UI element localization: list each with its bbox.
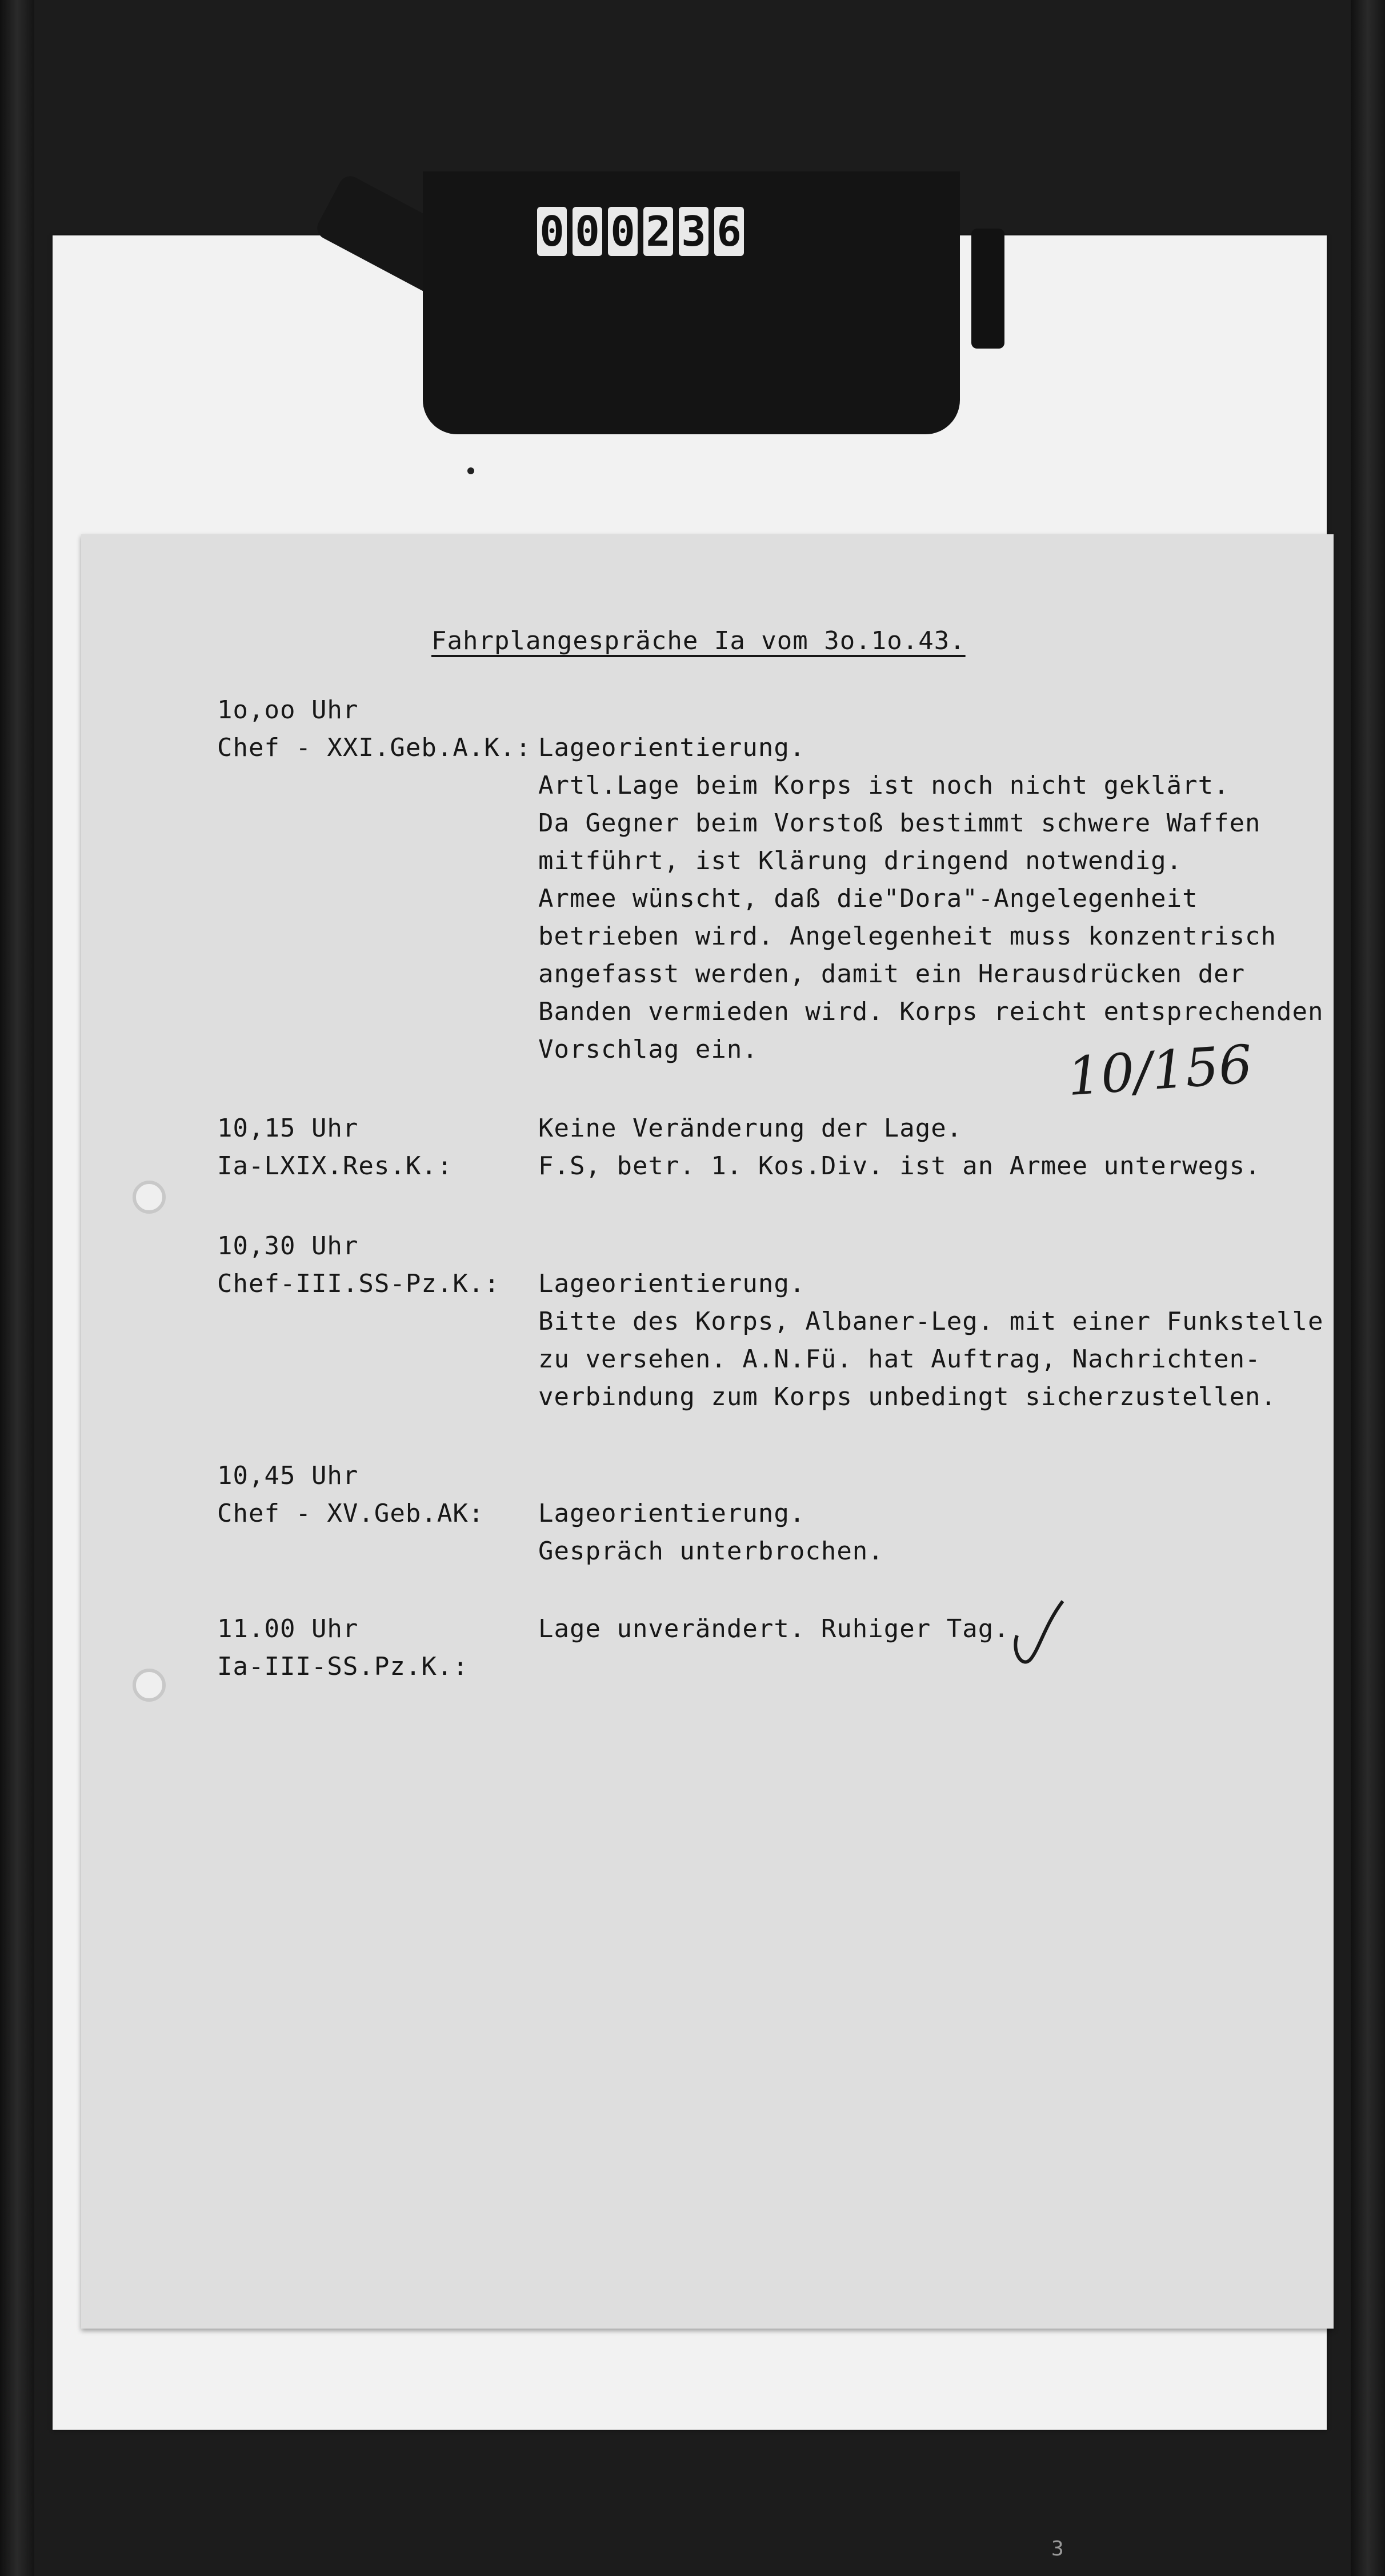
entry-line: Lageorientierung. (538, 1269, 806, 1298)
handwritten-initial-mark (1006, 1595, 1074, 1675)
entry-time: 10,30 Uhr (217, 1231, 359, 1261)
entry-time: 10,15 Uhr (217, 1114, 359, 1143)
entry-caller: Chef-III.SS-Pz.K.: (217, 1269, 500, 1298)
entry-caller: Ia-III-SS.Pz.K.: (217, 1652, 469, 1681)
entry-caller: Chef - XV.Geb.AK: (217, 1499, 485, 1528)
entry-line: Armee wünscht, daß die"Dora"-Angelegenheit (538, 884, 1198, 913)
entry-line: Da Gegner beim Vorstoß bestimmt schwere Waffen (538, 809, 1261, 838)
entry-line: betrieben wird. Angelegenheit muss konzentrisch (538, 922, 1277, 951)
document-title: Fahrplangespräche Ia vom 3o.1o.43. (431, 626, 966, 655)
entry-time: 11.00 Uhr (217, 1614, 359, 1643)
counter-digit: 3 (679, 207, 708, 256)
counter-digit: 2 (643, 207, 673, 256)
punch-hole (133, 1669, 166, 1702)
entry-line: mitführt, ist Klärung dringend notwendig. (538, 846, 1183, 875)
entry-line: Keine Veränderung der Lage. (538, 1114, 963, 1143)
entry-line: Artl.Lage beim Korps ist noch nicht geklärt. (538, 771, 1230, 800)
entry-time: 1o,oo Uhr (217, 695, 359, 725)
entry-line: angefasst werden, damit ein Herausdrücken der (538, 959, 1246, 989)
counter-digit: 6 (714, 207, 744, 256)
counter-digit: 0 (573, 207, 602, 256)
entry-line: Lage unverändert. Ruhiger Tag. (538, 1614, 1010, 1643)
entry-line: Lageorientierung. (538, 1499, 806, 1528)
film-edge-right (1351, 0, 1385, 2576)
clamp-knob (971, 229, 1004, 349)
entry-line: Lageorientierung. (538, 733, 806, 762)
frame-counter (537, 207, 744, 258)
entry-line: zu versehen. A.N.Fü. hat Auftrag, Nachrichten- (538, 1345, 1261, 1374)
entry-line: Vorschlag ein. (538, 1035, 758, 1064)
punch-hole (133, 1181, 166, 1214)
entry-line: Gespräch unterbrochen. (538, 1537, 884, 1566)
counter-digit: 0 (537, 207, 567, 256)
entry-caller: Chef - XXI.Geb.A.K.: (217, 733, 531, 762)
entry-line: Banden vermieden wird. Korps reicht entsprechenden (538, 997, 1324, 1026)
dust-speck (467, 467, 474, 474)
entry-line: verbindung zum Korps unbedingt sicherzustellen. (538, 1382, 1277, 1411)
entry-time: 10,45 Uhr (217, 1461, 359, 1490)
handwritten-margin-note: 10/156 (1065, 1033, 1255, 1108)
entry-line: F.S, betr. 1. Kos.Div. ist an Armee unterwegs. (538, 1151, 1261, 1181)
counter-digit: 0 (608, 207, 638, 256)
entry-line: Bitte des Korps, Albaner-Leg. mit einer Funkstelle (538, 1307, 1324, 1336)
film-edge-left (0, 0, 34, 2576)
film-bottom-mark: 3 (1051, 2537, 1064, 2561)
entry-caller: Ia-LXIX.Res.K.: (217, 1151, 453, 1181)
